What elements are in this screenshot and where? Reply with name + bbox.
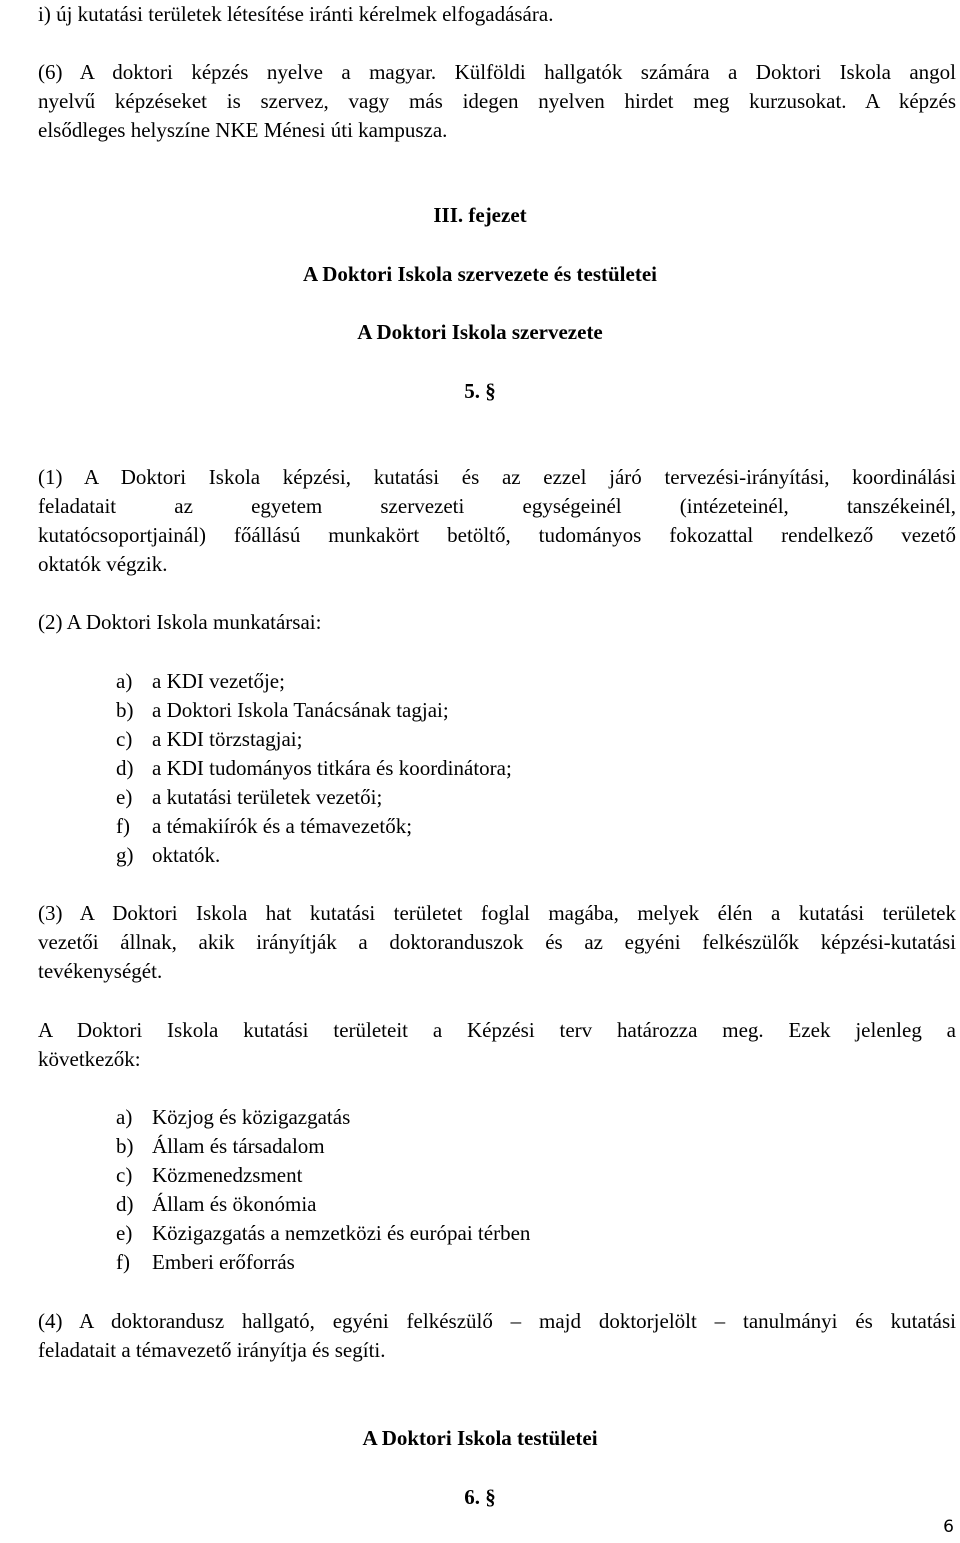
- paragraph-3-line-2: vezetői állnak, akik irányítják a doktoranduszok és az egyéni felkészülők képzési-kutatási: [38, 930, 956, 954]
- list-item: f) Emberi erőforrás: [116, 1250, 295, 1274]
- list-item: d) Állam és ökonómia: [116, 1192, 317, 1216]
- paragraph-6-line-2: nyelvű képzéseket is szervez, vagy más idegen nyelven hirdet meg kurzusokat. A képzés: [38, 89, 956, 113]
- list-item: c) Közmenedzsment: [116, 1163, 303, 1187]
- paragraph-3b-line-2: következők:: [38, 1047, 141, 1071]
- list-item: d) a KDI tudományos titkára és koordinátora;: [116, 756, 512, 780]
- section-subtitle-bodies: A Doktori Iskola testületei: [362, 1426, 598, 1450]
- list-item: f) a témakiírók és a témavezetők;: [116, 814, 413, 838]
- paragraph-3-line-3: tevékenységét.: [38, 959, 163, 983]
- paragraph-3b-line-1: A Doktori Iskola kutatási területeit a Képzési terv határozza meg. Ezek jelenleg a: [38, 1018, 956, 1042]
- paragraph-4-line-1: (4) A doktorandusz hallgató, egyéni felkészülő – majd doktorjelölt – tanulmányi és kutatási: [38, 1309, 956, 1333]
- list-item: a) a KDI vezetője;: [116, 669, 285, 693]
- paragraph-1-line-4: oktatók végzik.: [38, 552, 168, 576]
- list-item: b) a Doktori Iskola Tanácsának tagjai;: [116, 698, 449, 722]
- chapter-title: A Doktori Iskola szervezete és testületei: [303, 262, 657, 286]
- section-subtitle: A Doktori Iskola szervezete: [357, 320, 603, 344]
- list-item: g) oktatók.: [116, 843, 221, 867]
- paragraph-4-line-2: feladatait a témavezető irányítja és segíti.: [38, 1338, 386, 1362]
- list-item: b) Állam és társadalom: [116, 1134, 325, 1158]
- paragraph-6-line-3: elsődleges helyszíne NKE Ménesi úti kampusza.: [38, 118, 448, 142]
- list-item: c) a KDI törzstagjai;: [116, 727, 303, 751]
- paragraph-2-intro: (2) A Doktori Iskola munkatársai:: [38, 610, 322, 634]
- list-item: e) Közigazgatás a nemzetközi és európai térben: [116, 1221, 531, 1245]
- page-number: 6: [943, 1517, 954, 1537]
- list-item-i: i) új kutatási területek létesítése iránti kérelmek elfogadására.: [38, 2, 554, 26]
- paragraph-1-line-3: kutatócsoportjainál) főállású munkakört betöltő, tudományos fokozattal rendelkező vezető: [38, 523, 956, 547]
- paragraph-6-line-1: (6) A doktori képzés nyelve a magyar. Külföldi hallgatók számára a Doktori Iskola angol: [38, 60, 956, 84]
- list-item: a) Közjog és közigazgatás: [116, 1105, 351, 1129]
- section-number-6: 6. §: [464, 1485, 496, 1509]
- list-item: e) a kutatási területek vezetői;: [116, 785, 383, 809]
- paragraph-3-line-1: (3) A Doktori Iskola hat kutatási területet foglal magába, melyek élén a kutatási területek: [38, 901, 956, 925]
- chapter-number: III. fejezet: [433, 203, 527, 227]
- paragraph-1-line-2: feladatait az egyetem szervezeti egységeinél (intézeteinél, tanszékeinél,: [38, 494, 956, 518]
- paragraph-1-line-1: (1) A Doktori Iskola képzési, kutatási és az ezzel járó tervezési-irányítási, koordinálási: [38, 465, 956, 489]
- section-number-5: 5. §: [464, 379, 496, 403]
